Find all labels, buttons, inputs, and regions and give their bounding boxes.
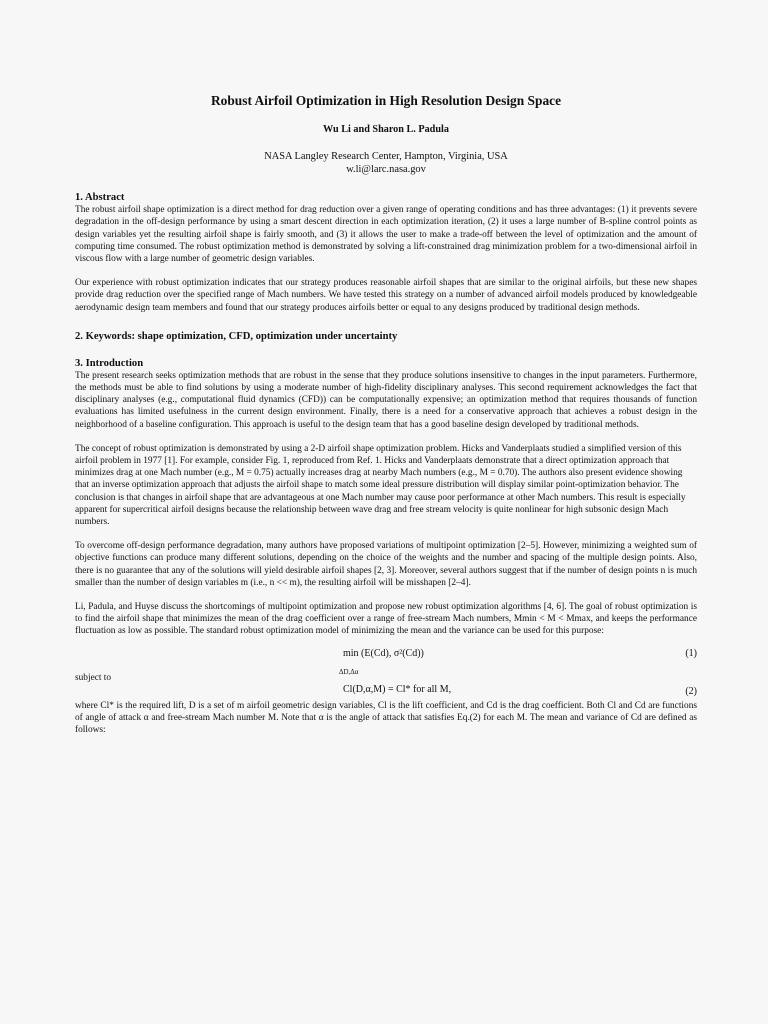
abstract-heading: 1. Abstract [75,192,125,204]
author-email: w.li@larc.nasa.gov [346,164,426,176]
author-affiliation [75,150,697,176]
subject-to-text: subject to [75,672,112,683]
equation-2 [75,684,697,700]
introduction-heading: 3. Introduction [75,357,144,369]
equation-1-number: (1) [685,647,697,659]
intro-paragraph-1: The present research seeks optimization methods that are robust in the sense that they produce solutions insensitive to changes in the input parameters. Furthermore, the methods must be able to find solutions by using a moderate number of high-fidelity disciplinary analyses. This second requirement acknowledges the fact that disciplinary analyses (e.g., computational fluid dynamics (CFD)) can be computationally expensive; an optimization method that requires thousands of function evaluations has limited usefulness in the current design environment. Finally, there is a need for a conservative approach that achieves a robust design in the neighborhood of a baseline configuration. This approach is useful to the design team that has a good baseline design developed by traditional methods. [75,370,697,430]
paper-body [75,93,697,737]
equation-1 [75,646,697,676]
equation-2-number: (2) [685,685,697,697]
abstract-paragraph-2: Our experience with robust optimization indicates that our strategy produces reasonable airfoil shapes that are similar to the original airfoils, but these new shapes provide drag reduction over the specified range of Mach numbers. We have tested this strategy on a number of advanced airfoil models produced by knowledgeable aerodynamic design team members and found that our strategy produces airfoils better or equal to any designs produced by traditional design methods. [75,278,697,313]
affiliation-text: NASA Langley Research Center, Hampton, Virginia, USA [264,151,508,163]
equation-1-subscript: ΔD,Δα [339,667,359,676]
keywords-heading: 2. Keywords: shape optimization, CFD, optimization under uncertainty [75,330,398,342]
eq2-explanation-paragraph: where Cl* is the required lift, D is a set of m airfoil geometric design variables, Cl is the lift coefficient, and Cd is the drag coefficient. Both Cl and Cd are functions of angle of attack α and free-stream Mach number M. Note that α is the angle of attack that satisfies Eq.(2) for each M. The mean and variance of Cd are defined as follows: [75,700,697,736]
intro-paragraph-2: The concept of robust optimization is demonstrated by using a 2-D airfoil shape optimization problem. Hicks and Vanderplaats studied a simplified version of this airfoil problem in 1977 [1]. For example, consider Fig. 1, reproduced from Ref. 1. Hicks and Vanderplaats demonstrate that a direct optimization approach that minimizes drag at one Mach number (e.g., M = 0.75) actually increases drag at nearby Mach numbers (e.g., M = 0.70). The authors also present evidence showing that an inverse optimization approach that adjusts the airfoil shape to match some ideal pressure distribution will display similar point-optimization behavior. The conclusion is that changes in airfoil shape that are advantageous at one Mach number may cause poor performance at other Mach numbers. This result is especially apparent for supercritical airfoil designs because the relationship between wave drag and free stream velocity is quite nonlinear for high subsonic design Mach numbers. [75,443,686,528]
paper-authors: Wu Li and Sharon L. Padula [323,124,449,135]
equation-1-formula: min (E(Cd), σ²(Cd)) [343,647,424,659]
equation-2-formula: Cl(D,α,M) = Cl* for all M, [343,683,452,695]
intro-paragraph-4: Li, Padula, and Huyse discuss the shortcomings of multipoint optimization and propose new robust optimization algorithms [4, 6]. The goal of robust optimization is to find the airfoil shape that minimizes the mean of the drag coefficient over a range of free-stream Mach numbers, Mmin < M < Mmax, and keeps the performance fluctuation as low as possible. The standard robust optimization model of minimizing the mean and the variance can be used for this purpose: [75,602,697,637]
intro-paragraph-3: To overcome off-design performance degradation, many authors have proposed variations of multipoint optimization [2–5]. However, minimizing a weighted sum of objective functions can produce many different solutions, depending on the choice of the weights and the number and spacing of the multiple design points. Also, there is no guarantee that any of the solutions will yield desirable airfoil shapes [2, 3]. Moreover, several authors suggest that if the number of design points n is much smaller than the number of design variables m (i.e., n << m), the resulting airfoil will be misshapen [2–4]. [75,541,697,588]
abstract-paragraph-1: The robust airfoil shape optimization is a direct method for drag reduction over a given range of operating conditions and has three advantages: (1) it prevents severe degradation in the off-design performance by using a smart descent direction in each optimization iteration, (2) it uses a large number of B-spline control points as design variables yet the resulting airfoil shape is fairly smooth, and (3) it allows the user to make a trade-off between the level of optimization and the amount of computing time consumed. The robust optimization method is demonstrated by solving a lift-constrained drag minimization problem for a two-dimensional airfoil in viscous flow with a large number of geometric design variables. [75,205,697,265]
paper-title: Robust Airfoil Optimization in High Resolution Design Space [210,93,562,108]
